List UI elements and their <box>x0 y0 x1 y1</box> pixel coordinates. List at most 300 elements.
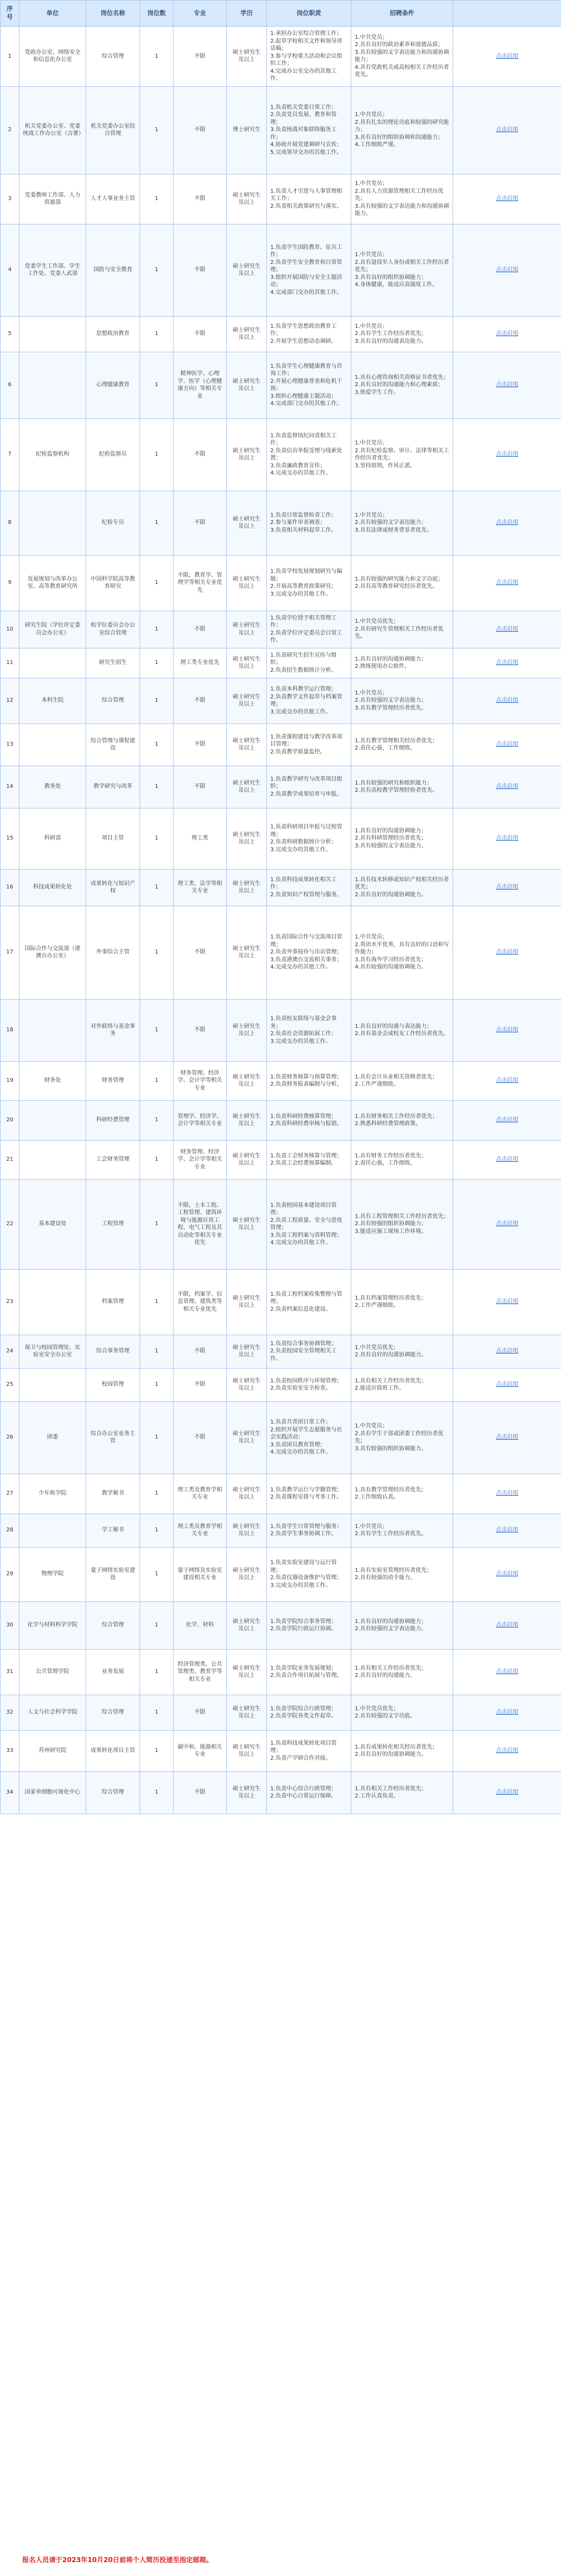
cell-duty: 1.负责共青团日常工作； 2.组织开展学生志愿服务与社会实践活动； 3.负责团员教育管理； 4.完成交办的其他工作。 <box>267 1401 351 1474</box>
cell-no: 8 <box>1 491 19 555</box>
cell-duty: 1.负责机关党委日常工作； 2.负责党员发展、教育和管理； 3.负责统战对象联络服务工作； 4.协助开展党建调研与宣传； 5.完成领导交办的其他工作。 <box>267 86 351 174</box>
cell-action <box>453 27 561 87</box>
cell-edu: 硕士研究生及以上 <box>227 1730 267 1771</box>
table-row <box>1 1695 561 1730</box>
cell-major: 不限 <box>173 766 227 808</box>
detail-link[interactable]: 点击启用 <box>496 267 518 273</box>
cell-major: 不限 <box>173 224 227 316</box>
cell-no: 13 <box>1 723 19 766</box>
cell-no: 16 <box>1 869 19 906</box>
cell-duty: 1.负责科研项目申报与过程管理； 2.负责科研数据统计分析； 3.完成交办的其他工作。 <box>267 808 351 869</box>
cell-count: 1 <box>140 999 173 1061</box>
table-row <box>1 766 561 808</box>
cell-post: 人才人事业务主管 <box>86 174 140 224</box>
cell-count: 1 <box>140 352 173 418</box>
cell-req: 1.具有相关工作经历者优先； 2.工作认真负责。 <box>351 1771 453 1814</box>
detail-link[interactable]: 点击启用 <box>496 660 518 666</box>
cell-major: 精神医学、心理学、医学（心理健康方向）等相关专业 <box>173 352 227 418</box>
cell-post: 成果转化与知识产权 <box>86 869 140 906</box>
cell-action <box>453 1368 561 1401</box>
cell-post: 综合管理与课程建设 <box>86 723 140 766</box>
cell-unit <box>19 1514 86 1547</box>
cell-action <box>453 1547 561 1601</box>
cell-action <box>453 1730 561 1771</box>
table-row <box>1 1547 561 1601</box>
detail-link[interactable]: 点击启用 <box>496 1490 518 1497</box>
header-duty: 岗位职责 <box>267 1 351 27</box>
detail-link[interactable]: 点击启用 <box>496 1348 518 1355</box>
table-row <box>1 1649 561 1695</box>
cell-major: 不限 <box>173 1401 227 1474</box>
cell-no: 12 <box>1 678 19 723</box>
cell-duty: 1.负责中心综合行政管理； 2.负责中心日常运行保障。 <box>267 1771 351 1814</box>
cell-count: 1 <box>140 224 173 316</box>
detail-link[interactable]: 点击启用 <box>496 1221 518 1227</box>
cell-edu: 硕士研究生及以上 <box>227 1649 267 1695</box>
cell-req: 1.具有教学管理相关经历者优先； 2.责任心强，工作细致。 <box>351 723 453 766</box>
cell-no: 30 <box>1 1601 19 1649</box>
cell-action <box>453 678 561 723</box>
cell-count: 1 <box>140 174 173 224</box>
cell-unit <box>19 1140 86 1179</box>
detail-link[interactable]: 点击启用 <box>496 1156 518 1163</box>
cell-action <box>453 611 561 648</box>
cell-major: 不限 <box>173 678 227 723</box>
detail-link[interactable]: 点击启用 <box>496 127 518 133</box>
table-row <box>1 611 561 648</box>
header-edu: 学历 <box>227 1 267 27</box>
cell-duty: 1.负责教学研究与改革项目组织； 2.负责教学成果培育与申报。 <box>267 766 351 808</box>
cell-edu: 博士研究生 <box>227 86 267 174</box>
cell-req: 1.中共党员； 2.具有学生工作经历者优先。 <box>351 1514 453 1547</box>
cell-post: 档案管理 <box>86 1269 140 1335</box>
cell-major: 不限，土木工程、工程管理、建筑环境与能源应用工程、电气工程及其自动化等相关专业优先 <box>173 1179 227 1269</box>
cell-action <box>453 1140 561 1179</box>
cell-action <box>453 418 561 491</box>
cell-duty: 1.负责学校发展规划研究与编制； 2.开展高等教育政策研究； 3.完成交办的其他工作。 <box>267 555 351 611</box>
cell-req: 1.中共党员优先； 2.具有较强的文字功底。 <box>351 1695 453 1730</box>
cell-no: 10 <box>1 611 19 648</box>
cell-edu: 硕士研究生及以上 <box>227 678 267 723</box>
cell-edu: 硕士研究生及以上 <box>227 766 267 808</box>
cell-major: 不限 <box>173 418 227 491</box>
cell-post: 中国科学院高等教育研究 <box>86 555 140 611</box>
cell-count: 1 <box>140 611 173 648</box>
cell-action <box>453 1179 561 1269</box>
cell-edu: 硕士研究生及以上 <box>227 1514 267 1547</box>
table-row <box>1 224 561 316</box>
table-row <box>1 1514 561 1547</box>
cell-unit: 国家单细胞可视化中心 <box>19 1771 86 1814</box>
cell-unit <box>19 491 86 555</box>
detail-link[interactable]: 点击启用 <box>496 1571 518 1577</box>
cell-edu: 硕士研究生及以上 <box>227 1368 267 1401</box>
cell-req: 1.具有较强的研究和组织能力； 2.具有高校教学管理经验者优先。 <box>351 766 453 808</box>
detail-link[interactable]: 点击启用 <box>496 1748 518 1754</box>
cell-major: 财务管理、经济学、会计学等相关专业 <box>173 1140 227 1179</box>
cell-req: 1.具有技术转移或知识产权相关经历者优先； 2.具有良好的沟通协调能力。 <box>351 869 453 906</box>
table-row <box>1 1100 561 1140</box>
cell-req: 1.中共党员优先； 2.具有良好的沟通协调能力。 <box>351 1335 453 1368</box>
detail-link[interactable]: 点击启用 <box>496 1527 518 1534</box>
cell-duty: 1.负责学生国防教育、征兵工作； 2.负责学生安全教育和日常管理； 3.组织开展国防与安全主题活动； 4.完成部门交办的其他工作。 <box>267 224 351 316</box>
cell-major: 不限 <box>173 1695 227 1730</box>
cell-count: 1 <box>140 1547 173 1601</box>
detail-link[interactable]: 点击启用 <box>496 783 518 790</box>
cell-no: 17 <box>1 906 19 999</box>
cell-no: 2 <box>1 86 19 174</box>
cell-edu: 硕士研究生及以上 <box>227 1061 267 1100</box>
cell-unit: 研究生院（学位评定委员会办公室） <box>19 611 86 648</box>
cell-duty: 1.负责课程建设与教学改革项目管理； 2.负责教学质量监控。 <box>267 723 351 766</box>
cell-edu: 硕士研究生及以上 <box>227 27 267 87</box>
cell-req: 1.中共党员； 2.具有学生工作经历者优先； 3.具有良好的沟通表达能力。 <box>351 316 453 352</box>
cell-duty: 1.负责国际合作与交流项目管理； 2.负责外事接待与出访管理； 3.负责港澳台交流相关事务； 4.完成交办的其他工作。 <box>267 906 351 999</box>
cell-count: 1 <box>140 1771 173 1814</box>
cell-no: 14 <box>1 766 19 808</box>
cell-major: 理工类专业优先 <box>173 648 227 678</box>
cell-post: 综合管理 <box>86 27 140 87</box>
cell-unit <box>19 352 86 418</box>
cell-no: 23 <box>1 1269 19 1335</box>
cell-no: 21 <box>1 1140 19 1179</box>
cell-edu: 硕士研究生及以上 <box>227 1401 267 1474</box>
cell-edu: 硕士研究生及以上 <box>227 1100 267 1140</box>
cell-duty: 1.负责工程档案收集整理与管理； 2.负责档案信息化建设。 <box>267 1269 351 1335</box>
cell-duty: 1.负责监督执纪问责相关工作； 2.负责信访举报受理与线索处置； 3.负责廉政教育宣传； 4.完成交办的其他工作。 <box>267 418 351 491</box>
cell-count: 1 <box>140 678 173 723</box>
cell-action <box>453 1601 561 1649</box>
cell-post: 思想政治教育 <box>86 316 140 352</box>
detail-link[interactable]: 点击启用 <box>496 196 518 202</box>
detail-link[interactable]: 点击启用 <box>496 741 518 748</box>
cell-req: 1.具有工程管理相关工作经历者优先； 2.具有较强的组织协调能力； 3.能适应施工现场工作环境。 <box>351 1179 453 1269</box>
cell-no: 4 <box>1 224 19 316</box>
table-row <box>1 648 561 678</box>
cell-count: 1 <box>140 1335 173 1368</box>
cell-unit: 党政办公室、网络安全和信息化办公室 <box>19 27 86 87</box>
cell-duty: 1.负责教学运行与学籍管理； 2.负责课程安排与考务工作。 <box>267 1474 351 1514</box>
header-post: 岗位名称 <box>86 1 140 27</box>
cell-edu: 硕士研究生及以上 <box>227 869 267 906</box>
cell-major: 不限 <box>173 86 227 174</box>
table-row <box>1 27 561 87</box>
detail-link[interactable]: 点击启用 <box>496 1709 518 1716</box>
table-row <box>1 1730 561 1771</box>
cell-post: 国防与安全教育 <box>86 224 140 316</box>
cell-major: 理工类、法学等相关专业 <box>173 869 227 906</box>
cell-major: 不限 <box>173 491 227 555</box>
cell-duty: 1.负责学位授予相关管理工作； 2.负责学位评定委员会日常工作。 <box>267 611 351 648</box>
cell-no: 29 <box>1 1547 19 1601</box>
cell-req: 1.中共党员； 2.具有较强的文字表达能力； 3.具有法律或财务背景者优先。 <box>351 491 453 555</box>
detail-link[interactable]: 点击启用 <box>496 331 518 337</box>
detail-link[interactable]: 点击启用 <box>496 1299 518 1305</box>
detail-link[interactable]: 点击启用 <box>496 835 518 842</box>
notes-line: 报名人员请于2023年10月20日前将个人简历投递至指定邮箱。 <box>22 2556 213 2564</box>
cell-unit <box>19 1100 86 1140</box>
cell-duty: 1.负责学院综合行政管理； 2.负责学院各类文件起草。 <box>267 1695 351 1730</box>
cell-major: 不限 <box>173 611 227 648</box>
cell-action <box>453 1061 561 1100</box>
cell-count: 1 <box>140 1140 173 1179</box>
detail-link[interactable]: 点击启用 <box>496 520 518 526</box>
cell-unit <box>19 1269 86 1335</box>
cell-edu: 硕士研究生及以上 <box>227 999 267 1061</box>
cell-major: 管理学、经济学、会计学等相关专业 <box>173 1100 227 1140</box>
detail-link[interactable]: 点击启用 <box>496 1077 518 1084</box>
cell-edu: 硕士研究生及以上 <box>227 808 267 869</box>
cell-req: 1.中共党员； 2.具有较强的文字表达能力； 3.具有教学管理经历者优先。 <box>351 678 453 723</box>
cell-req: 1.具有财务相关工作经历者优先； 2.熟悉科研经费管理政策。 <box>351 1100 453 1140</box>
cell-major: 不限 <box>173 1335 227 1368</box>
table-row <box>1 869 561 906</box>
cell-no: 15 <box>1 808 19 869</box>
cell-post: 工程管理 <box>86 1179 140 1269</box>
cell-post: 项目主管 <box>86 808 140 869</box>
cell-unit <box>19 1368 86 1401</box>
header-req: 招聘条件 <box>351 1 453 27</box>
detail-link[interactable]: 点击启用 <box>496 1789 518 1796</box>
cell-post: 学工秘书 <box>86 1514 140 1547</box>
table-row <box>1 723 561 766</box>
cell-duty: 1.负责本科教学运行管理； 2.负责教学文件起草与档案管理； 3.完成交办的其他工作。 <box>267 678 351 723</box>
cell-major: 理工类 <box>173 808 227 869</box>
cell-req: 1.中共党员； 2.具有学生干部或团委工作经历者优先； 3.具有较强的组织协调能力。 <box>351 1401 453 1474</box>
cell-duty: 1.负责学生思想政治教育工作； 2.开展学生思想动态调研。 <box>267 316 351 352</box>
cell-edu: 硕士研究生及以上 <box>227 418 267 491</box>
cell-post: 校园管理 <box>86 1368 140 1401</box>
cell-no: 32 <box>1 1695 19 1730</box>
cell-count: 1 <box>140 1368 173 1401</box>
cell-action <box>453 174 561 224</box>
cell-action <box>453 723 561 766</box>
cell-no: 6 <box>1 352 19 418</box>
cell-no: 3 <box>1 174 19 224</box>
table-row <box>1 999 561 1061</box>
cell-edu: 硕士研究生及以上 <box>227 1179 267 1269</box>
detail-link[interactable]: 点击启用 <box>496 1117 518 1124</box>
cell-edu: 硕士研究生及以上 <box>227 316 267 352</box>
cell-post: 综合管理 <box>86 1601 140 1649</box>
cell-req: 1.中共党员； 2.具有良好的政治素养和道德品质； 3.具有较强的文字表达能力和沟通协调能力； 4.具有党政机关或高校相关工作经历者优先。 <box>351 27 453 87</box>
cell-major: 不限，教育学、管理学等相关专业优先 <box>173 555 227 611</box>
cell-req: 1.具有相关工作经历者优先； 2.具有良好的沟通能力。 <box>351 1649 453 1695</box>
cell-duty: 1.负责人才引进与人事管理相关工作； 2.负责相关政策研究与落实。 <box>267 174 351 224</box>
cell-duty: 1.负责工会财务核算与管理； 2.负责工会经费预算编制。 <box>267 1140 351 1179</box>
cell-req: 1.具有较强的研究能力和文字功底； 2.具有高等教育研究经历者优先。 <box>351 555 453 611</box>
cell-edu: 硕士研究生及以上 <box>227 352 267 418</box>
cell-major: 化学、材料 <box>173 1601 227 1649</box>
cell-count: 1 <box>140 86 173 174</box>
cell-action <box>453 766 561 808</box>
detail-link[interactable]: 点击启用 <box>496 1434 518 1441</box>
table-row <box>1 808 561 869</box>
cell-count: 1 <box>140 1474 173 1514</box>
cell-req: 1.具有良好的沟通协调能力； 2.熟练使用办公软件。 <box>351 648 453 678</box>
cell-count: 1 <box>140 1100 173 1140</box>
table-row <box>1 1601 561 1649</box>
detail-link[interactable]: 点击启用 <box>496 1622 518 1629</box>
cell-count: 1 <box>140 1514 173 1547</box>
cell-no: 34 <box>1 1771 19 1814</box>
cell-post: 业务发展 <box>86 1649 140 1695</box>
cell-count: 1 <box>140 869 173 906</box>
cell-unit: 科研部 <box>19 808 86 869</box>
cell-action <box>453 808 561 869</box>
cell-unit: 科技成果转化处 <box>19 869 86 906</box>
cell-major: 财务管理、经济学、会计学等相关专业 <box>173 1061 227 1100</box>
cell-duty: 1.负责研究生招生宣传与组织； 2.负责招生数据统计分析。 <box>267 648 351 678</box>
cell-req: 1.具有相关工作经历者优先； 2.能适应值班工作。 <box>351 1368 453 1401</box>
cell-duty: 1.负责校友联络与基金会事务； 2.负责社会资源拓展工作； 3.完成交办的其他工作。 <box>267 999 351 1061</box>
cell-count: 1 <box>140 723 173 766</box>
cell-no: 19 <box>1 1061 19 1100</box>
cell-count: 1 <box>140 808 173 869</box>
cell-no: 5 <box>1 316 19 352</box>
cell-post: 机关党委办公室综合管理 <box>86 86 140 174</box>
cell-major: 不限 <box>173 1368 227 1401</box>
cell-edu: 硕士研究生及以上 <box>227 906 267 999</box>
cell-edu: 硕士研究生及以上 <box>227 491 267 555</box>
cell-action <box>453 491 561 555</box>
cell-unit: 物理学院 <box>19 1547 86 1601</box>
cell-no: 31 <box>1 1649 19 1695</box>
table-row <box>1 174 561 224</box>
cell-req: 1.中共党员优先； 2.具有研究生管理相关工作经历者优先。 <box>351 611 453 648</box>
cell-unit: 纪检监察机构 <box>19 418 86 491</box>
cell-no: 11 <box>1 648 19 678</box>
table-row <box>1 316 561 352</box>
cell-req: 1.具有良好的沟通与表达能力； 2.具有基金会或校友工作经历者优先。 <box>351 999 453 1061</box>
cell-req: 1.具有良好的沟通协调能力； 2.具有科研管理经历者优先； 3.具有较强的文字表达能力。 <box>351 808 453 869</box>
cell-edu: 硕士研究生及以上 <box>227 1140 267 1179</box>
table-row <box>1 1401 561 1474</box>
cell-no: 24 <box>1 1335 19 1368</box>
cell-duty: 1.负责学生日常管理与服务； 2.负责学生事务协调工作。 <box>267 1514 351 1547</box>
cell-no: 18 <box>1 999 19 1061</box>
cell-unit: 少年班学院 <box>19 1474 86 1514</box>
cell-action <box>453 648 561 678</box>
cell-major: 不限 <box>173 27 227 87</box>
cell-unit: 财务处 <box>19 1061 86 1100</box>
cell-edu: 硕士研究生及以上 <box>227 174 267 224</box>
cell-action <box>453 1771 561 1814</box>
cell-post: 综合管理 <box>86 678 140 723</box>
cell-major: 不限 <box>173 174 227 224</box>
detail-link[interactable]: 点击启用 <box>496 949 518 956</box>
cell-no: 27 <box>1 1474 19 1514</box>
cell-req: 1.中共党员； 2.具有退役军人身份或相关工作经历者优先； 3.具有良好的组织协调能力； 4.身体健康，能适应高强度工作。 <box>351 224 453 316</box>
cell-req: 1.中共党员； 2.具有人力资源管理相关工作经历优先； 3.具有较强的文字表达能力和沟通协调能力。 <box>351 174 453 224</box>
cell-post: 纪检监察员 <box>86 418 140 491</box>
cell-count: 1 <box>140 766 173 808</box>
cell-count: 1 <box>140 906 173 999</box>
cell-duty: 1.承担办公室综合管理工作； 2.起草学校相关文件和领导讲话稿； 3.参与学校重大活动和会议组织工作； 4.完成办公室交办的其他工作。 <box>267 27 351 87</box>
cell-post: 科研经费管理 <box>86 1100 140 1140</box>
detail-link[interactable]: 点击启用 <box>496 451 518 458</box>
cell-post: 心理健康教育 <box>86 352 140 418</box>
cell-edu: 硕士研究生及以上 <box>227 1474 267 1514</box>
table-row <box>1 352 561 418</box>
cell-unit: 化学与材料科学学院 <box>19 1601 86 1649</box>
cell-edu: 硕士研究生及以上 <box>227 1547 267 1601</box>
cell-unit: 党委学生工作部、学生工作处、党委人武部 <box>19 224 86 316</box>
cell-no: 28 <box>1 1514 19 1547</box>
cell-post: 成果转化项目主管 <box>86 1730 140 1771</box>
cell-count: 1 <box>140 1649 173 1695</box>
cell-post: 综合管理 <box>86 1695 140 1730</box>
cell-no: 1 <box>1 27 19 87</box>
cell-duty: 1.负责财务核算与预算管理； 2.负责财务报表编制与分析。 <box>267 1061 351 1100</box>
cell-action <box>453 224 561 316</box>
detail-link[interactable]: 点击启用 <box>496 1027 518 1034</box>
cell-unit: 本科生院 <box>19 678 86 723</box>
cell-no: 25 <box>1 1368 19 1401</box>
detail-link[interactable]: 点击启用 <box>496 1381 518 1388</box>
cell-action <box>453 1100 561 1140</box>
cell-no: 7 <box>1 418 19 491</box>
detail-link[interactable]: 点击启用 <box>496 580 518 586</box>
cell-edu: 硕士研究生及以上 <box>227 1771 267 1814</box>
cell-duty: 1.负责实验室建设与运行管理； 2.负责仪器设备维护与管理； 3.完成交办的其他工作。 <box>267 1547 351 1601</box>
table-row <box>1 678 561 723</box>
cell-edu: 硕士研究生及以上 <box>227 1601 267 1649</box>
detail-link[interactable]: 点击启用 <box>496 53 518 59</box>
table-row <box>1 906 561 999</box>
cell-post: 工会财务管理 <box>86 1140 140 1179</box>
cell-duty: 1.负责学生心理健康教育与咨询工作； 2.开展心理健康普查和危机干预； 3.组织心理健康主题活动； 4.完成部门交办的其他工作。 <box>267 352 351 418</box>
cell-post: 综合办公室业务主管 <box>86 1401 140 1474</box>
cell-duty: 1.负责学院综合事务管理； 2.负责学院行政运行协调。 <box>267 1601 351 1649</box>
detail-link[interactable]: 点击启用 <box>496 626 518 632</box>
detail-link[interactable]: 点击启用 <box>496 382 518 388</box>
cell-req: 1.中共党员； 2.具有扎实的理论功底和较强的研究能力； 3.具有良好的组织协调和沟通能力； 4.工作细致严谨。 <box>351 86 453 174</box>
cell-req: 1.具有良好的沟通协调能力； 2.具有较强的文字表达能力。 <box>351 1601 453 1649</box>
cell-post: 财务管理 <box>86 1061 140 1100</box>
cell-major: 理工类及教育学相关专业 <box>173 1514 227 1547</box>
cell-unit <box>19 723 86 766</box>
cell-count: 1 <box>140 1695 173 1730</box>
cell-count: 1 <box>140 1179 173 1269</box>
cell-action <box>453 906 561 999</box>
table-row <box>1 1061 561 1100</box>
header-action <box>453 1 561 27</box>
detail-link[interactable]: 点击启用 <box>496 697 518 704</box>
cell-edu: 硕士研究生及以上 <box>227 1695 267 1730</box>
cell-post: 纪检专员 <box>86 491 140 555</box>
cell-edu: 硕士研究生及以上 <box>227 555 267 611</box>
cell-major: 理工类及教育学相关专业 <box>173 1474 227 1514</box>
cell-duty: 1.负责学院业务发展规划； 2.负责合作项目拓展与管理。 <box>267 1649 351 1695</box>
cell-unit: 公共管理学院 <box>19 1649 86 1695</box>
cell-edu: 硕士研究生及以上 <box>227 1269 267 1335</box>
cell-action <box>453 352 561 418</box>
table-row <box>1 1335 561 1368</box>
table-row <box>1 1771 561 1814</box>
table-row <box>1 491 561 555</box>
detail-link[interactable]: 点击启用 <box>496 1669 518 1675</box>
cell-count: 1 <box>140 1269 173 1335</box>
cell-action <box>453 1401 561 1474</box>
table-header-row <box>1 1 561 27</box>
detail-link[interactable]: 点击启用 <box>496 884 518 891</box>
cell-count: 1 <box>140 491 173 555</box>
cell-req: 1.具有档案管理经历者优先； 2.工作严谨细致。 <box>351 1269 453 1335</box>
cell-req: 1.具有教学管理经历者优先； 2.工作细致认真。 <box>351 1474 453 1514</box>
cell-major: 不限，档案学、信息管理、建筑类等相关专业优先 <box>173 1269 227 1335</box>
cell-major: 量子网络及实验室建设相关专业 <box>173 1547 227 1601</box>
